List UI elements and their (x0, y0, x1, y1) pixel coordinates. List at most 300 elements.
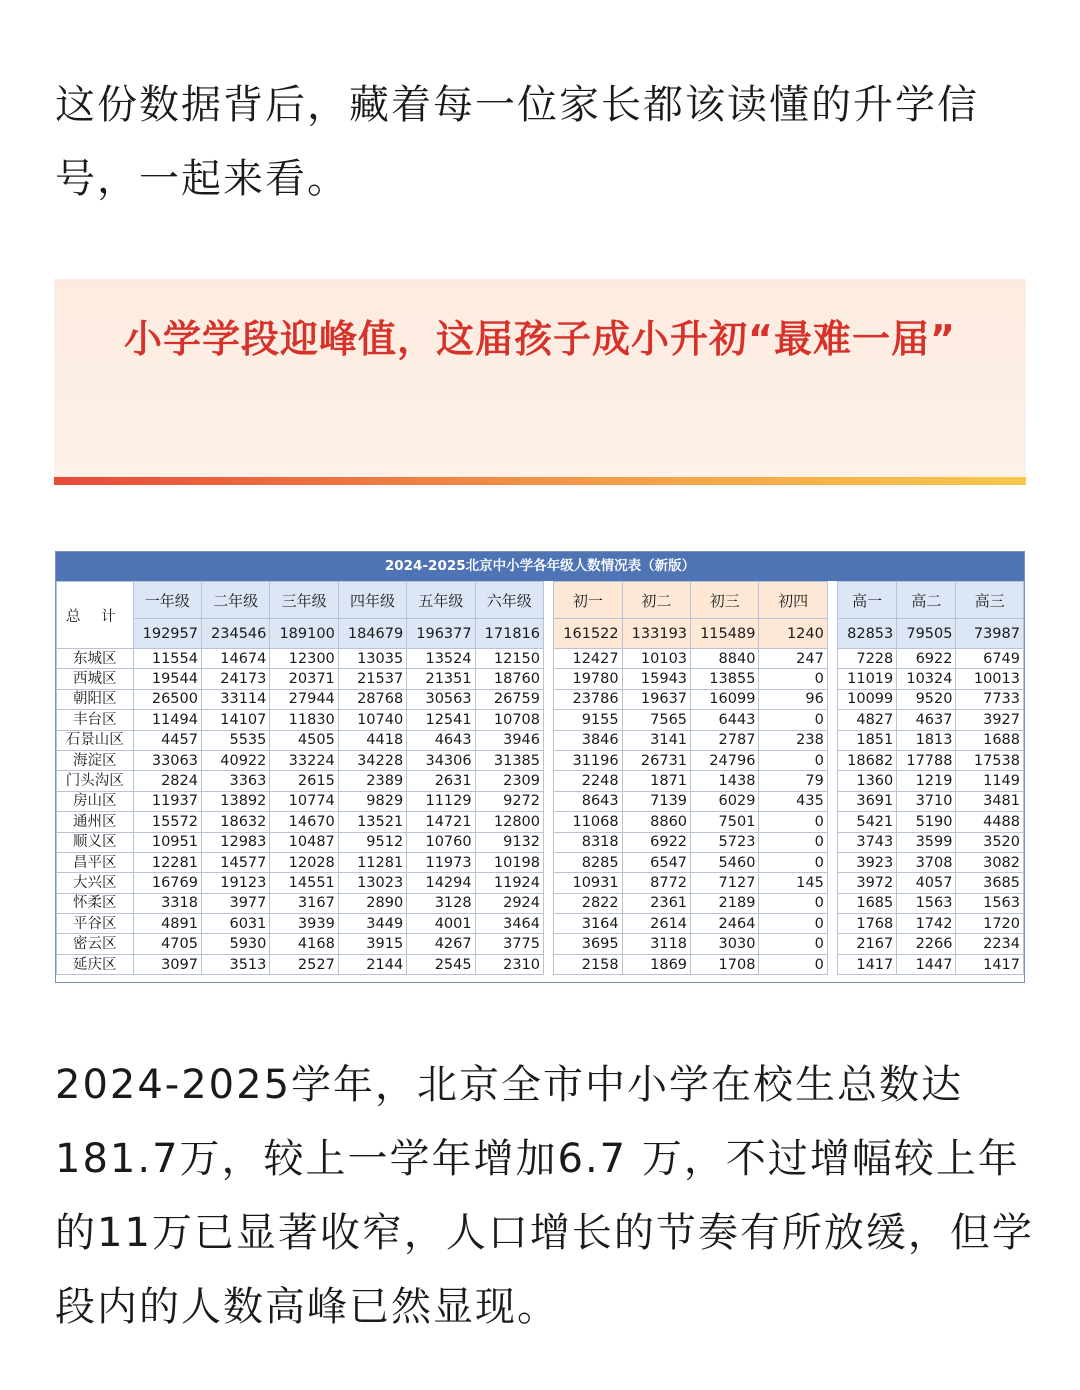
table-row (57, 791, 1024, 811)
table-cell: 14577 (201, 852, 269, 872)
table-row (57, 771, 1024, 791)
table-cell: 27944 (270, 689, 338, 709)
table-cell: 10740 (338, 710, 406, 730)
table-body (57, 649, 1024, 975)
grade-header: 二年级 (201, 582, 269, 619)
table-cell: 2158 (554, 954, 622, 974)
table-cell: 2822 (554, 893, 622, 913)
table-cell: 8840 (691, 649, 759, 669)
table-cell: 14294 (407, 873, 475, 893)
table-cell: 21537 (338, 669, 406, 689)
table-cell: 11973 (407, 852, 475, 872)
column-gap (544, 934, 554, 954)
table-cell: 1871 (622, 771, 690, 791)
district-name: 东城区 (57, 649, 134, 669)
table-cell: 7228 (838, 649, 897, 669)
table-cell: 11129 (407, 791, 475, 811)
table-cell: 145 (759, 873, 827, 893)
table-cell: 4637 (897, 710, 956, 730)
table-cell: 12983 (201, 832, 269, 852)
table-cell: 2787 (691, 730, 759, 750)
table-cell: 9155 (554, 710, 622, 730)
table-cell: 11554 (133, 649, 201, 669)
table-cell: 3118 (622, 934, 690, 954)
table-cell: 11937 (133, 791, 201, 811)
section-banner (54, 279, 1026, 477)
table-cell: 26500 (133, 689, 201, 709)
column-gap (544, 710, 554, 730)
body-paragraph: 2024-2025学年，北京全市中小学在校生总数达181.7万，较上一学年增加6.7 万，不过增幅较上年的11万已显著收窄，人口增长的节奏有所放缓，但学段内的人数高峰已然显现。 (55, 1062, 1034, 1330)
district-name: 昌平区 (57, 852, 134, 872)
total-cell: 79505 (897, 619, 956, 649)
table-cell: 4505 (270, 730, 338, 750)
table-cell: 2464 (691, 914, 759, 934)
column-gap (827, 954, 837, 974)
table-cell: 10708 (475, 710, 543, 730)
table-cell: 19544 (133, 669, 201, 689)
table-cell: 2248 (554, 771, 622, 791)
table-cell: 2614 (622, 914, 690, 934)
table-cell: 10487 (270, 832, 338, 852)
grade-header: 初一 (554, 582, 622, 619)
table-cell: 9132 (475, 832, 543, 852)
column-gap (544, 893, 554, 913)
totals-row (57, 619, 1024, 649)
table-row (57, 873, 1024, 893)
table-cell: 3363 (201, 771, 269, 791)
table-cell: 1869 (622, 954, 690, 974)
total-cell: 82853 (838, 619, 897, 649)
district-name: 房山区 (57, 791, 134, 811)
table-cell: 14721 (407, 812, 475, 832)
table-cell: 18632 (201, 812, 269, 832)
district-name: 通州区 (57, 812, 134, 832)
district-name: 朝阳区 (57, 689, 134, 709)
total-cell: 161522 (554, 619, 622, 649)
table-row (57, 750, 1024, 770)
table-cell: 10774 (270, 791, 338, 811)
table-cell: 21351 (407, 669, 475, 689)
district-name: 怀柔区 (57, 893, 134, 913)
column-gap (827, 893, 837, 913)
total-cell: 196377 (407, 619, 475, 649)
table-cell: 7733 (956, 689, 1024, 709)
table-cell: 2309 (475, 771, 543, 791)
table-cell: 23786 (554, 689, 622, 709)
table-cell: 1417 (838, 954, 897, 974)
table-cell: 14551 (270, 873, 338, 893)
table-row (57, 934, 1024, 954)
column-gap (827, 710, 837, 730)
total-cell: 115489 (691, 619, 759, 649)
table-cell: 8643 (554, 791, 622, 811)
table-cell: 40922 (201, 750, 269, 770)
table-cell: 3695 (554, 934, 622, 954)
column-gap (827, 582, 837, 619)
table-cell: 1360 (838, 771, 897, 791)
table-cell: 435 (759, 791, 827, 811)
table-cell: 2631 (407, 771, 475, 791)
table-cell: 0 (759, 832, 827, 852)
column-gap (544, 954, 554, 974)
district-name: 平谷区 (57, 914, 134, 934)
table-cell: 0 (759, 934, 827, 954)
table-cell: 238 (759, 730, 827, 750)
table-cell: 26731 (622, 750, 690, 770)
section-title: 小学学段迎峰值，这届孩子成小升初“最难一届” (124, 317, 956, 361)
table-cell: 1447 (897, 954, 956, 974)
table-cell: 0 (759, 914, 827, 934)
column-gap (544, 791, 554, 811)
table-cell: 24173 (201, 669, 269, 689)
table-cell: 3691 (838, 791, 897, 811)
total-cell: 73987 (956, 619, 1024, 649)
district-name: 海淀区 (57, 750, 134, 770)
column-gap (827, 771, 837, 791)
table-cell: 6922 (897, 649, 956, 669)
table-cell: 2234 (956, 934, 1024, 954)
table-cell: 6443 (691, 710, 759, 730)
table-cell: 19637 (622, 689, 690, 709)
table-cell: 3972 (838, 873, 897, 893)
table-cell: 9512 (338, 832, 406, 852)
table-cell: 14107 (201, 710, 269, 730)
table-cell: 247 (759, 649, 827, 669)
table-cell: 8285 (554, 852, 622, 872)
table-cell: 2189 (691, 893, 759, 913)
table-cell: 6922 (622, 832, 690, 852)
table-cell: 24796 (691, 750, 759, 770)
column-gap (544, 619, 554, 649)
total-cell: 234546 (201, 619, 269, 649)
table-cell: 1851 (838, 730, 897, 750)
table-cell: 20371 (270, 669, 338, 689)
table-cell: 9272 (475, 791, 543, 811)
column-gap (544, 873, 554, 893)
table-cell: 3946 (475, 730, 543, 750)
table-cell: 8772 (622, 873, 690, 893)
table-cell: 8318 (554, 832, 622, 852)
district-name: 门头沟区 (57, 771, 134, 791)
table-cell: 1219 (897, 771, 956, 791)
table-cell: 7501 (691, 812, 759, 832)
district-name: 石景山区 (57, 730, 134, 750)
table-cell: 10324 (897, 669, 956, 689)
table-cell: 2310 (475, 954, 543, 974)
table-cell: 17538 (956, 750, 1024, 770)
column-gap (827, 873, 837, 893)
table-cell: 3481 (956, 791, 1024, 811)
column-gap (544, 730, 554, 750)
table-cell: 33063 (133, 750, 201, 770)
table-cell: 10013 (956, 669, 1024, 689)
table-cell: 11830 (270, 710, 338, 730)
table-cell: 0 (759, 893, 827, 913)
table-cell: 3599 (897, 832, 956, 852)
table-cell: 1720 (956, 914, 1024, 934)
table-cell: 10951 (133, 832, 201, 852)
table-cell: 1417 (956, 954, 1024, 974)
table-cell: 10760 (407, 832, 475, 852)
table-row (57, 649, 1024, 669)
total-cell: 189100 (270, 619, 338, 649)
table-cell: 34306 (407, 750, 475, 770)
table-row (57, 914, 1024, 934)
table-cell: 31385 (475, 750, 543, 770)
table-cell: 3743 (838, 832, 897, 852)
table-cell: 3520 (956, 832, 1024, 852)
table-cell: 19123 (201, 873, 269, 893)
table-row (57, 730, 1024, 750)
table-cell: 30563 (407, 689, 475, 709)
table-row (57, 689, 1024, 709)
total-cell: 133193 (622, 619, 690, 649)
column-gap (544, 771, 554, 791)
table-cell: 13855 (691, 669, 759, 689)
table-cell: 17788 (897, 750, 956, 770)
column-gap (827, 689, 837, 709)
table-cell: 33114 (201, 689, 269, 709)
table-cell: 5421 (838, 812, 897, 832)
table-cell: 4488 (956, 812, 1024, 832)
table-row (57, 852, 1024, 872)
enrollment-table-image (55, 551, 1025, 983)
table-cell: 5930 (201, 934, 269, 954)
column-gap (827, 852, 837, 872)
table-cell: 16099 (691, 689, 759, 709)
table-cell: 1742 (897, 914, 956, 934)
table-cell: 14670 (270, 812, 338, 832)
table-cell: 3167 (270, 893, 338, 913)
table-row (57, 669, 1024, 689)
table-cell: 0 (759, 812, 827, 832)
column-gap (827, 669, 837, 689)
table-cell: 2545 (407, 954, 475, 974)
table-cell: 10931 (554, 873, 622, 893)
table-cell: 26759 (475, 689, 543, 709)
district-name: 丰台区 (57, 710, 134, 730)
grade-header: 四年级 (338, 582, 406, 619)
table-cell: 4168 (270, 934, 338, 954)
table-cell: 3141 (622, 730, 690, 750)
table-cell: 0 (759, 710, 827, 730)
grade-header: 高二 (897, 582, 956, 619)
table-cell: 2890 (338, 893, 406, 913)
table-cell: 31196 (554, 750, 622, 770)
table-cell: 1563 (956, 893, 1024, 913)
grade-header: 初四 (759, 582, 827, 619)
total-cell: 184679 (338, 619, 406, 649)
enrollment-table (56, 581, 1024, 975)
column-gap (827, 791, 837, 811)
table-row (57, 710, 1024, 730)
table-cell: 7139 (622, 791, 690, 811)
table-row (57, 812, 1024, 832)
table-cell: 11019 (838, 669, 897, 689)
table-cell: 7565 (622, 710, 690, 730)
column-gap (544, 750, 554, 770)
table-title: 2024-2025北京中小学各年级人数情况表（新版） (56, 552, 1024, 581)
table-cell: 2389 (338, 771, 406, 791)
table-cell: 96 (759, 689, 827, 709)
table-cell: 0 (759, 669, 827, 689)
column-gap (544, 649, 554, 669)
grade-header: 三年级 (270, 582, 338, 619)
district-name: 西城区 (57, 669, 134, 689)
table-cell: 6031 (201, 914, 269, 934)
grade-header: 五年级 (407, 582, 475, 619)
table-cell: 3164 (554, 914, 622, 934)
table-cell: 3128 (407, 893, 475, 913)
table-header-row (57, 582, 1024, 619)
table-cell: 3927 (956, 710, 1024, 730)
table-cell: 11281 (338, 852, 406, 872)
table-cell: 7127 (691, 873, 759, 893)
table-row (57, 954, 1024, 974)
table-cell: 13521 (338, 812, 406, 832)
intro-paragraph: 这份数据背后，藏着每一位家长都该读懂的升学信号，一起来看。 (55, 82, 979, 202)
district-name: 顺义区 (57, 832, 134, 852)
table-cell: 33224 (270, 750, 338, 770)
table-cell: 16769 (133, 873, 201, 893)
table-cell: 1813 (897, 730, 956, 750)
district-name: 密云区 (57, 934, 134, 954)
table-cell: 4891 (133, 914, 201, 934)
table-cell: 1768 (838, 914, 897, 934)
table-cell: 6029 (691, 791, 759, 811)
table-cell: 3318 (133, 893, 201, 913)
table-cell: 10198 (475, 852, 543, 872)
table-cell: 11924 (475, 873, 543, 893)
table-cell: 0 (759, 750, 827, 770)
table-cell: 4827 (838, 710, 897, 730)
table-cell: 12300 (270, 649, 338, 669)
table-cell: 11494 (133, 710, 201, 730)
table-cell: 15943 (622, 669, 690, 689)
table-cell: 0 (759, 852, 827, 872)
table-cell: 2144 (338, 954, 406, 974)
column-gap (827, 619, 837, 649)
table-cell: 5190 (897, 812, 956, 832)
total-cell: 192957 (133, 619, 201, 649)
table-cell: 3939 (270, 914, 338, 934)
grade-header: 初三 (691, 582, 759, 619)
district-name: 延庆区 (57, 954, 134, 974)
table-cell: 1685 (838, 893, 897, 913)
total-cell: 1240 (759, 619, 827, 649)
total-cell: 171816 (475, 619, 543, 649)
table-cell: 1688 (956, 730, 1024, 750)
table-cell: 5723 (691, 832, 759, 852)
column-gap (827, 750, 837, 770)
table-cell: 34228 (338, 750, 406, 770)
table-cell: 1149 (956, 771, 1024, 791)
table-cell: 3030 (691, 934, 759, 954)
table-cell: 12150 (475, 649, 543, 669)
table-cell: 1438 (691, 771, 759, 791)
table-cell: 1708 (691, 954, 759, 974)
column-gap (544, 852, 554, 872)
table-cell: 1563 (897, 893, 956, 913)
table-cell: 8860 (622, 812, 690, 832)
table-cell: 2527 (270, 954, 338, 974)
column-gap (544, 914, 554, 934)
table-cell: 12028 (270, 852, 338, 872)
grade-header: 六年级 (475, 582, 543, 619)
table-cell: 6749 (956, 649, 1024, 669)
table-cell: 3449 (338, 914, 406, 934)
table-cell: 10099 (838, 689, 897, 709)
table-cell: 12281 (133, 852, 201, 872)
table-cell: 2615 (270, 771, 338, 791)
table-cell: 3923 (838, 852, 897, 872)
table-row (57, 893, 1024, 913)
table-cell: 3708 (897, 852, 956, 872)
table-cell: 9520 (897, 689, 956, 709)
table-cell: 3915 (338, 934, 406, 954)
table-cell: 11068 (554, 812, 622, 832)
district-name: 大兴区 (57, 873, 134, 893)
table-cell: 15572 (133, 812, 201, 832)
grade-header: 初二 (622, 582, 690, 619)
table-cell: 28768 (338, 689, 406, 709)
table-cell: 3846 (554, 730, 622, 750)
table-cell: 2167 (838, 934, 897, 954)
column-gap (827, 812, 837, 832)
table-cell: 4705 (133, 934, 201, 954)
column-gap (544, 689, 554, 709)
column-gap (544, 832, 554, 852)
table-cell: 10103 (622, 649, 690, 669)
table-cell: 3097 (133, 954, 201, 974)
banner-gradient-bar (54, 477, 1026, 485)
table-cell: 6547 (622, 852, 690, 872)
table-cell: 3977 (201, 893, 269, 913)
table-cell: 4643 (407, 730, 475, 750)
column-gap (827, 730, 837, 750)
table-cell: 2361 (622, 893, 690, 913)
table-cell: 4001 (407, 914, 475, 934)
table-cell: 3775 (475, 934, 543, 954)
table-cell: 13023 (338, 873, 406, 893)
table-cell: 79 (759, 771, 827, 791)
corner-label: 总 计 (57, 582, 134, 649)
grade-header: 高三 (956, 582, 1024, 619)
table-row (57, 832, 1024, 852)
column-gap (544, 812, 554, 832)
table-cell: 13892 (201, 791, 269, 811)
table-cell: 3685 (956, 873, 1024, 893)
table-cell: 9829 (338, 791, 406, 811)
table-cell: 14674 (201, 649, 269, 669)
grade-header: 一年级 (133, 582, 201, 619)
table-cell: 18760 (475, 669, 543, 689)
table-cell: 12427 (554, 649, 622, 669)
table-cell: 3082 (956, 852, 1024, 872)
table-cell: 13524 (407, 649, 475, 669)
table-cell: 18682 (838, 750, 897, 770)
table-cell: 3464 (475, 914, 543, 934)
table-cell: 4457 (133, 730, 201, 750)
table-cell: 12800 (475, 812, 543, 832)
column-gap (544, 582, 554, 619)
table-cell: 2266 (897, 934, 956, 954)
column-gap (827, 649, 837, 669)
table-cell: 5460 (691, 852, 759, 872)
table-cell: 4267 (407, 934, 475, 954)
column-gap (544, 669, 554, 689)
table-cell: 4418 (338, 730, 406, 750)
